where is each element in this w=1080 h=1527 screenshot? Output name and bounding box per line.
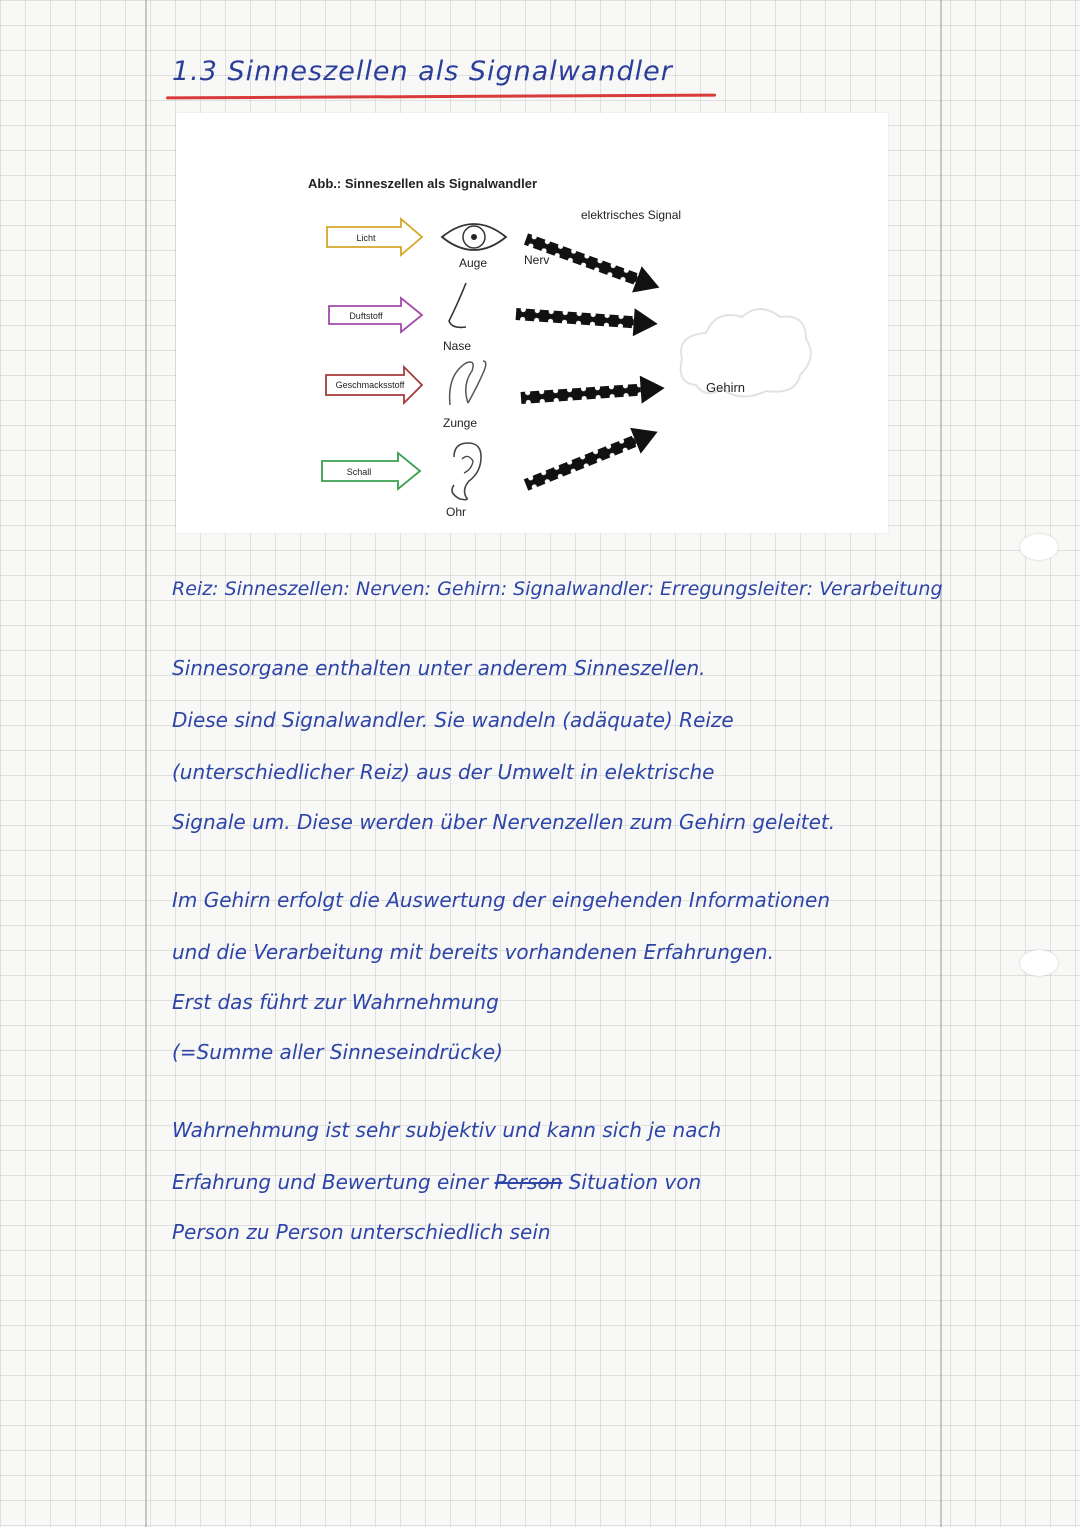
paragraph-3-line-3: Person zu Person unterschiedlich sein (172, 1220, 551, 1244)
organ-label-nase: Nase (443, 339, 472, 353)
stimulus-arrow-licht (327, 219, 422, 255)
brain-label: Gehirn (706, 380, 746, 395)
paragraph-2-line-2: und die Verarbeitung mit bereits vorhandenen Erfahrungen. (172, 940, 774, 964)
paragraph-3-line-2 (172, 1170, 701, 1194)
eye-icon (442, 224, 506, 250)
signal-label: elektrisches Signal (581, 208, 682, 222)
stimulus-label-schall: Schall (346, 467, 372, 477)
signal-arrow-tongue (520, 374, 666, 412)
heading-underline (166, 94, 716, 100)
organ-label-zunge: Zunge (443, 416, 478, 430)
stimulus-arrow-duftstoff (329, 298, 422, 332)
paragraph-3-line-2-end: Situation von (568, 1170, 702, 1194)
paragraph-1-line-1: Sinnesorgane enthalten unter anderem Sinneszellen. (172, 656, 706, 680)
formula-line: Reiz: Sinneszellen: Nerven: Gehirn: Signalwandler: Erregungsleiter: Verarbeitung (172, 578, 943, 600)
organ-label-auge: Auge (459, 256, 488, 270)
paragraph-1-line-2: Diese sind Signalwandler. Sie wandeln (adäquate) Reize (172, 708, 734, 732)
paragraph-3-line-1: Wahrnehmung ist sehr subjektiv und kann sich je nach (172, 1118, 722, 1142)
paragraph-1-line-4: Signale um. Diese werden über Nervenzellen zum Gehirn geleitet. (172, 810, 836, 834)
stimulus-arrow-schall (322, 453, 420, 489)
paragraph-2-line-3: Erst das führt zur Wahrnehmung (172, 990, 499, 1014)
diagram-svg (176, 113, 888, 533)
signal-arrow-ear (521, 419, 663, 498)
left-margin-line (145, 0, 147, 1527)
paragraph-2-line-1: Im Gehirn erfolgt die Auswertung der eingehenden Informationen (172, 888, 831, 912)
organ-label-ohr: Ohr (446, 505, 467, 519)
signal-arrow-nose (515, 300, 659, 338)
page-heading: 1.3 Sinneszellen als Signalwandler (172, 56, 673, 87)
stimulus-label-duftstoff: Duftstoff (349, 311, 383, 321)
figure-caption: Abb.: Sinneszellen als Signalwandler (308, 176, 537, 191)
right-margin-line (940, 0, 942, 1527)
nose-icon (449, 283, 466, 327)
ear-icon (452, 443, 481, 500)
paragraph-3-line-2-start: Erfahrung und Bewertung einer (172, 1170, 489, 1194)
struck-word: Person (494, 1170, 563, 1194)
stimulus-label-licht: Licht (356, 233, 376, 243)
brain-cloud-icon (681, 309, 811, 397)
punch-hole-bottom (1020, 950, 1058, 976)
nerve-label: Nerv (524, 253, 550, 267)
tongue-icon (450, 361, 486, 405)
paragraph-1-line-3: (unterschiedlicher Reiz) aus der Umwelt in elektrische (172, 760, 715, 784)
stimulus-arrow-geschmacksstoff (326, 367, 422, 403)
paragraph-2-line-4: (=Summe aller Sinneseindrücke) (172, 1040, 503, 1064)
punch-hole-top (1020, 534, 1058, 560)
diagram-figure (176, 113, 888, 533)
stimulus-label-geschmacksstoff: Geschmacksstoff (335, 380, 405, 390)
